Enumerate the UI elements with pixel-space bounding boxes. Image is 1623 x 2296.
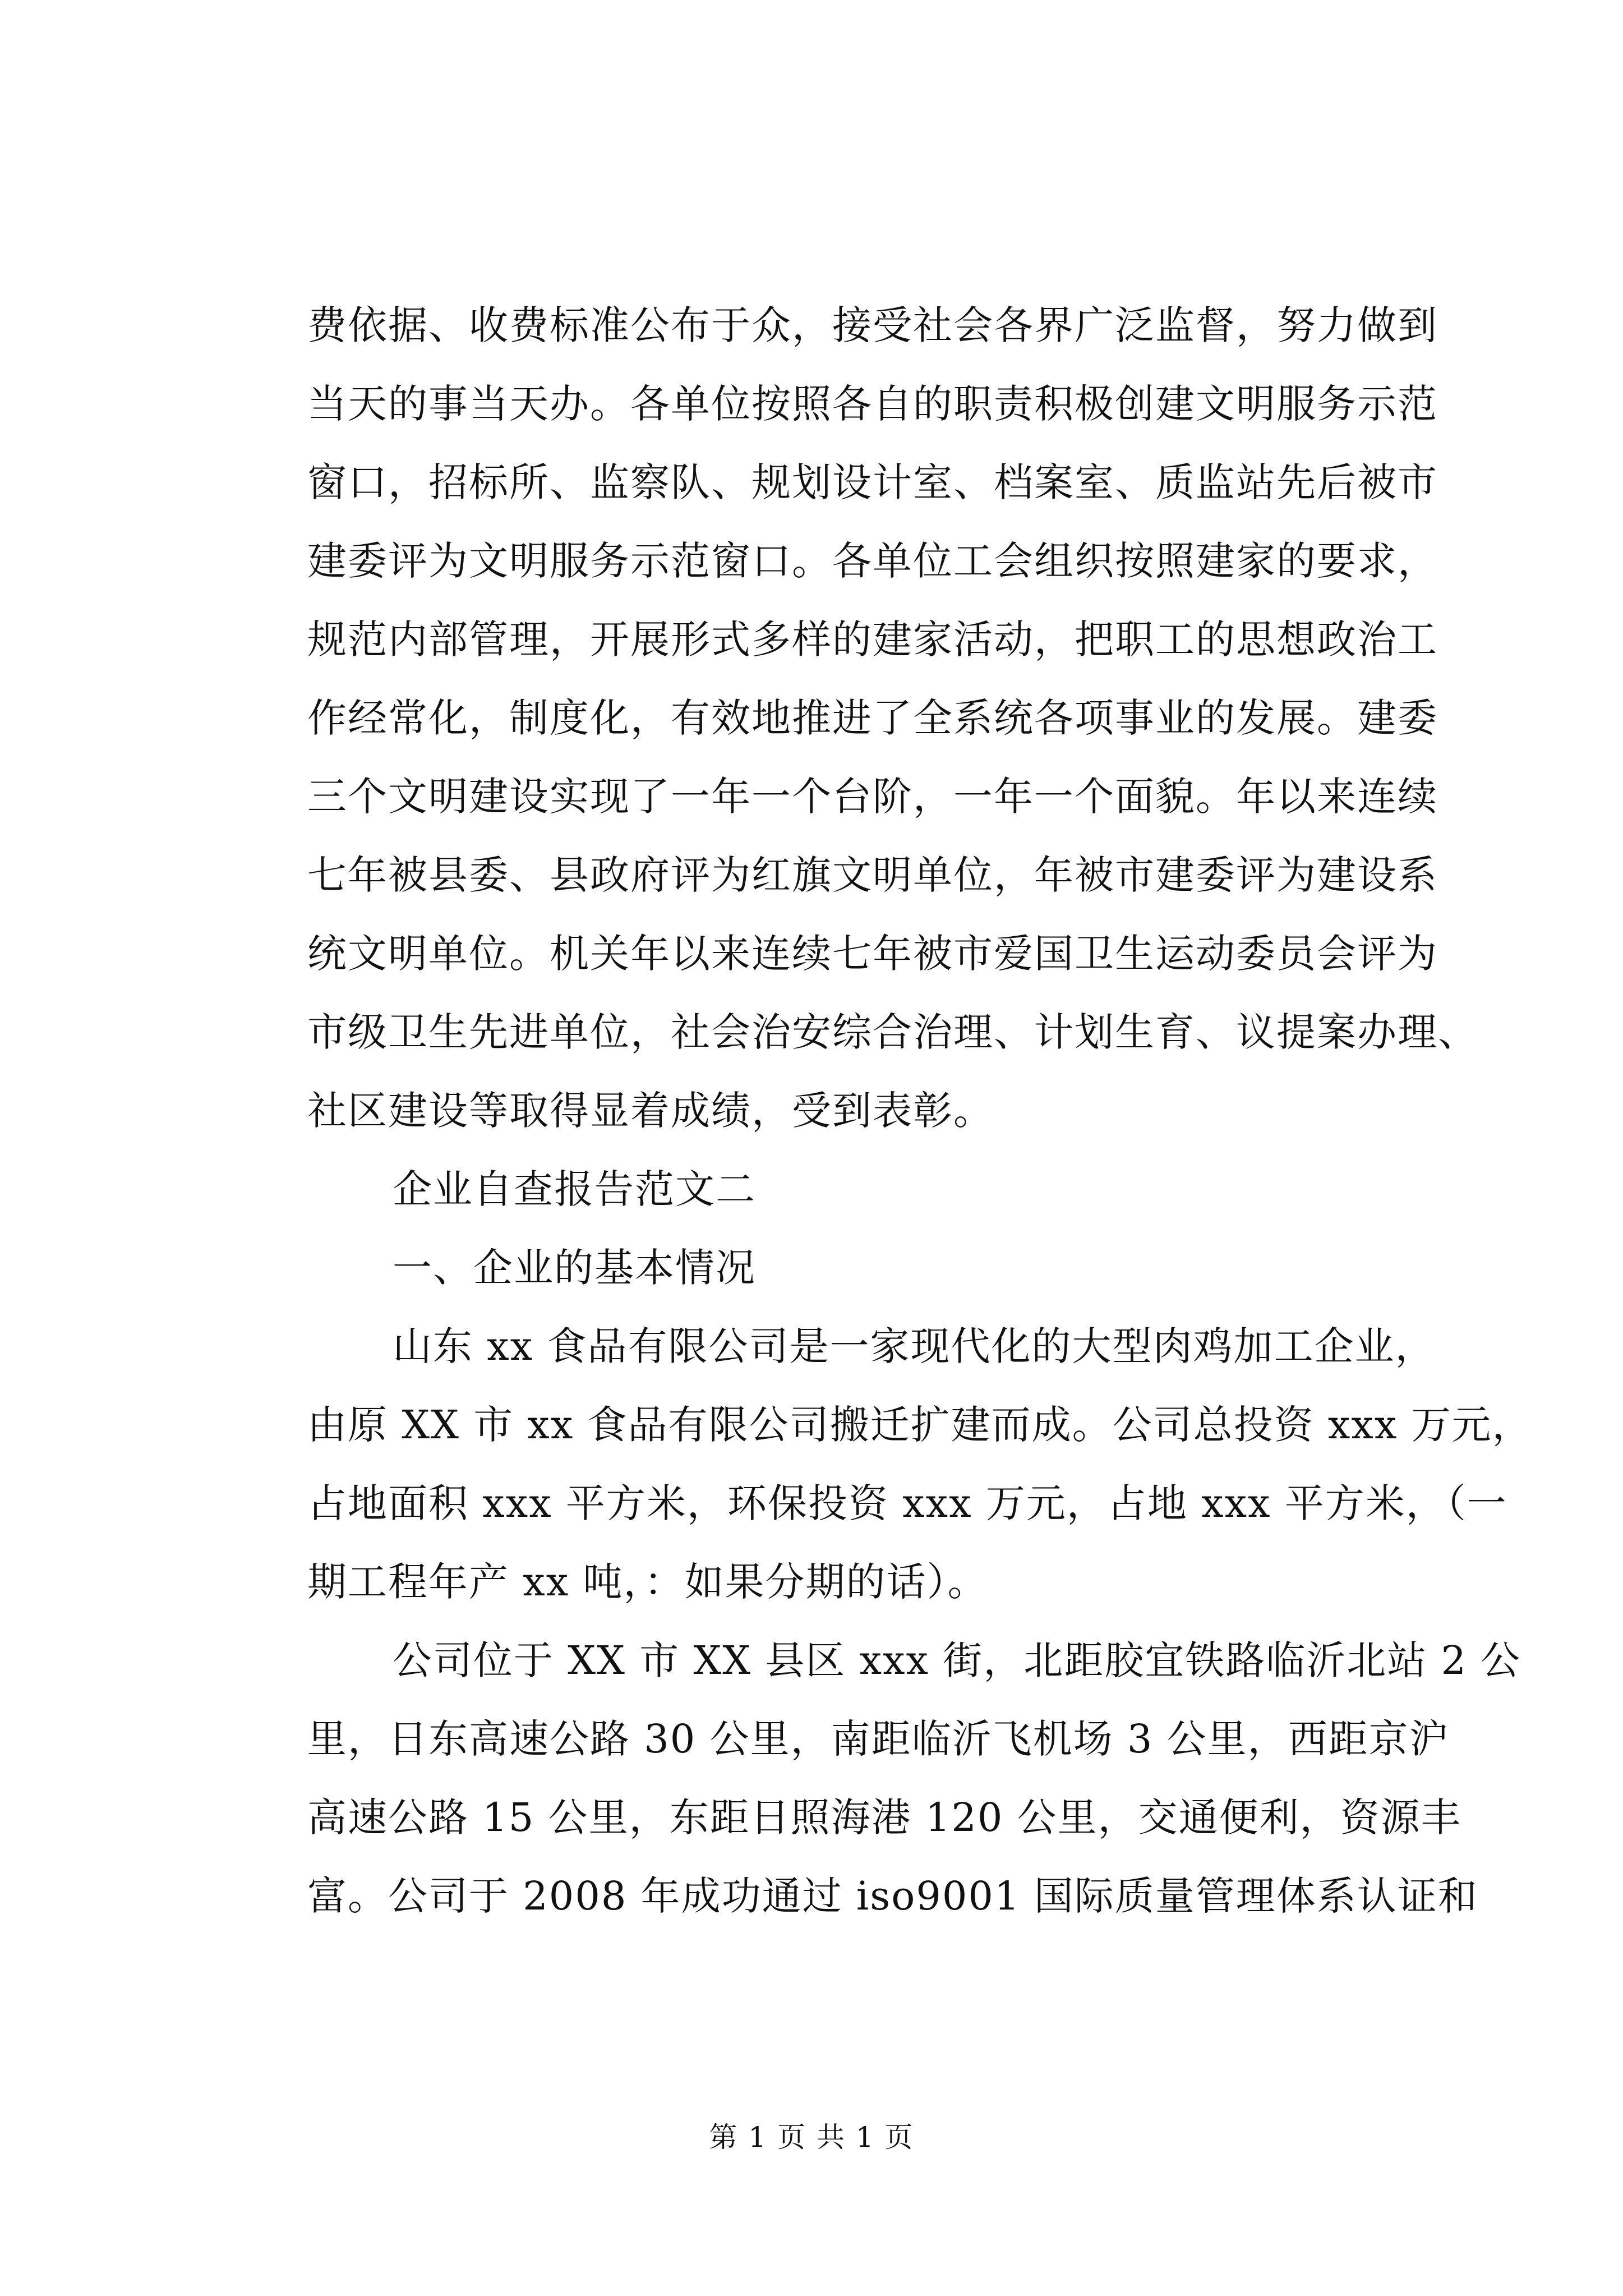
text-line: 高速公路 15 公里，东距日照海港 120 公里，交通便利，资源丰 <box>307 1795 1461 1841</box>
text-line: 规范内部管理，开展形式多样的建家活动，把职工的思想政治工 <box>307 616 1438 662</box>
text-line: 费依据、收费标准公布于众，接受社会各界广泛监督，努力做到 <box>307 302 1438 348</box>
text-line: 窗口，招标所、监察队、规划设计室、档案室、质监站先后被市 <box>307 459 1438 505</box>
section-heading: 一、企业的基本情况 <box>393 1245 756 1291</box>
text-line: 统文明单位。机关年以来连续七年被市爱国卫生运动委员会评为 <box>307 931 1438 977</box>
text-line: 富。公司于 2008 年成功通过 iso9001 国际质量管理体系认证和 <box>307 1873 1478 1919</box>
text-line: 由原 XX 市 xx 食品有限公司搬迁扩建而成。公司总投资 xxx 万元， <box>307 1402 1533 1448</box>
text-line: 建委评为文明服务示范窗口。各单位工会组织按照建家的要求， <box>307 538 1438 584</box>
text-line: 市级卫生先进单位，社会治安综合治理、计划生育、议提案办理、 <box>307 1009 1478 1055</box>
text-line: 占地面积 xxx 平方米，环保投资 xxx 万元，占地 xxx 平方米，（一 <box>307 1480 1507 1526</box>
document-body <box>307 286 1533 1935</box>
text-line: 山东 xx 食品有限公司是一家现代化的大型肉鸡加工企业， <box>393 1323 1436 1369</box>
section-title: 企业自查报告范文二 <box>393 1166 756 1212</box>
text-line: 期工程年产 xx 吨，：如果分期的话）。 <box>307 1559 988 1605</box>
page-number-footer: 第 1 页 共 1 页 <box>709 2121 914 2154</box>
text-line: 公司位于 XX 市 XX 县区 xxx 街，北距胶宜铁路临沂北站 2 公 <box>393 1637 1521 1683</box>
text-line: 作经常化，制度化，有效地推进了全系统各项事业的发展。建委 <box>307 695 1438 741</box>
text-line: 社区建设等取得显着成绩，受到表彰。 <box>307 1088 994 1134</box>
text-line: 七年被县委、县政府评为红旗文明单位，年被市建委评为建设系 <box>307 852 1438 898</box>
text-line: 三个文明建设实现了一年一个台阶，一年一个面貌。年以来连续 <box>307 774 1438 820</box>
text-line: 里，日东高速公路 30 公里，南距临沂飞机场 3 公里，西距京沪 <box>307 1716 1450 1762</box>
text-line: 当天的事当天办。各单位按照各自的职责积极创建文明服务示范 <box>307 381 1438 427</box>
